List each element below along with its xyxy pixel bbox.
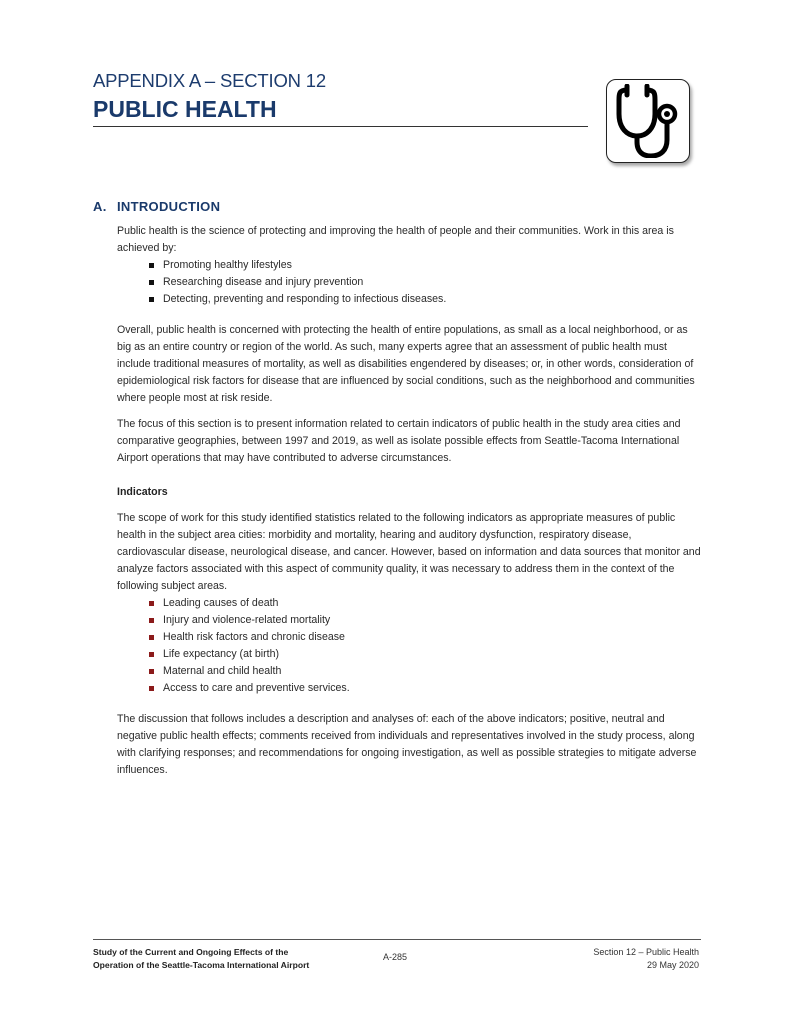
- section-number: A.: [93, 199, 107, 214]
- stethoscope-icon: [606, 79, 690, 163]
- footer-divider: [93, 939, 701, 940]
- intro-bullet-list: [117, 257, 702, 308]
- section-heading-introduction: [93, 199, 220, 214]
- list-item: Leading causes of death: [147, 595, 702, 612]
- indicators-heading: Indicators: [117, 486, 168, 498]
- footer-section-name: Section 12 – Public Health: [593, 947, 699, 957]
- intro-paragraph: Public health is the science of protecting and improving the health of people and their communities. Work in this area is achieved by:: [117, 225, 674, 254]
- focus-paragraph: The focus of this section is to present information related to certain indicators of public health in the study area cities and comparative geographies, between 1997 and 2019, as well as isolate possible effects from Seattle-Tacoma International Airport operations that may have contributed to adverse circumstances.: [117, 418, 681, 464]
- list-item: Life expectancy (at birth): [147, 646, 702, 663]
- footer-title-line: Study of the Current and Ongoing Effects of the: [93, 947, 289, 957]
- page-header: [93, 70, 588, 124]
- footer-section-info: [593, 946, 699, 972]
- list-item: Health risk factors and chronic disease: [147, 629, 702, 646]
- overview-paragraph: Overall, public health is concerned with protecting the health of entire populations, as small as a local neighborhood, or as big as an entire country or region of the world. As such, many experts agree that an assessment of public health must include traditional measures of mortality, as well as disabilities engendered by diseases; or, in other words, consideration of epidemiological risk factors for disease that are influenced by social conditions, such as the neighborhood and communities where people most at risk reside.: [117, 324, 695, 404]
- footer-document-title: [93, 946, 309, 972]
- footer-title-line: Operation of the Seattle-Tacoma International Airport: [93, 960, 310, 970]
- appendix-label: APPENDIX A – SECTION 12: [93, 70, 326, 91]
- footer-date: 29 May 2020: [646, 960, 699, 970]
- list-item: Detecting, preventing and responding to infectious diseases.: [147, 291, 702, 308]
- section-body: [117, 223, 702, 779]
- header-divider: [93, 126, 588, 127]
- list-item: Promoting healthy lifestyles: [147, 257, 702, 274]
- list-item: Access to care and preventive services.: [147, 680, 702, 697]
- page-number: A-285: [383, 952, 408, 962]
- page-title: PUBLIC HEALTH: [93, 96, 277, 122]
- list-item: Researching disease and injury prevention: [147, 274, 702, 291]
- list-item: Maternal and child health: [147, 663, 702, 680]
- list-item: Injury and violence-related mortality: [147, 612, 702, 629]
- indicator-bullet-list: [117, 595, 702, 697]
- indicators-paragraph: The scope of work for this study identified statistics related to the following indicators as appropriate measures of public health in the subject area cities: morbidity and mortality, hearing and auditory dysfunction, respiratory disease, cardiovascular disease, neurological disease, and cancer. However, based on information and data sources that monitor and analyze factors associated with this aspect of community quality, it was necessary to address them in the context of the following subject areas.: [117, 512, 701, 592]
- section-title: INTRODUCTION: [117, 199, 221, 214]
- closing-paragraph: The discussion that follows includes a description and analyses of: each of the above indicators; positive, neutral and negative public health effects; comments received from individuals and representatives involved in the study process, along with clarifying responses; and recommendations for ongoing investigation, as well as possible strategies to mitigate adverse influences.: [117, 713, 697, 776]
